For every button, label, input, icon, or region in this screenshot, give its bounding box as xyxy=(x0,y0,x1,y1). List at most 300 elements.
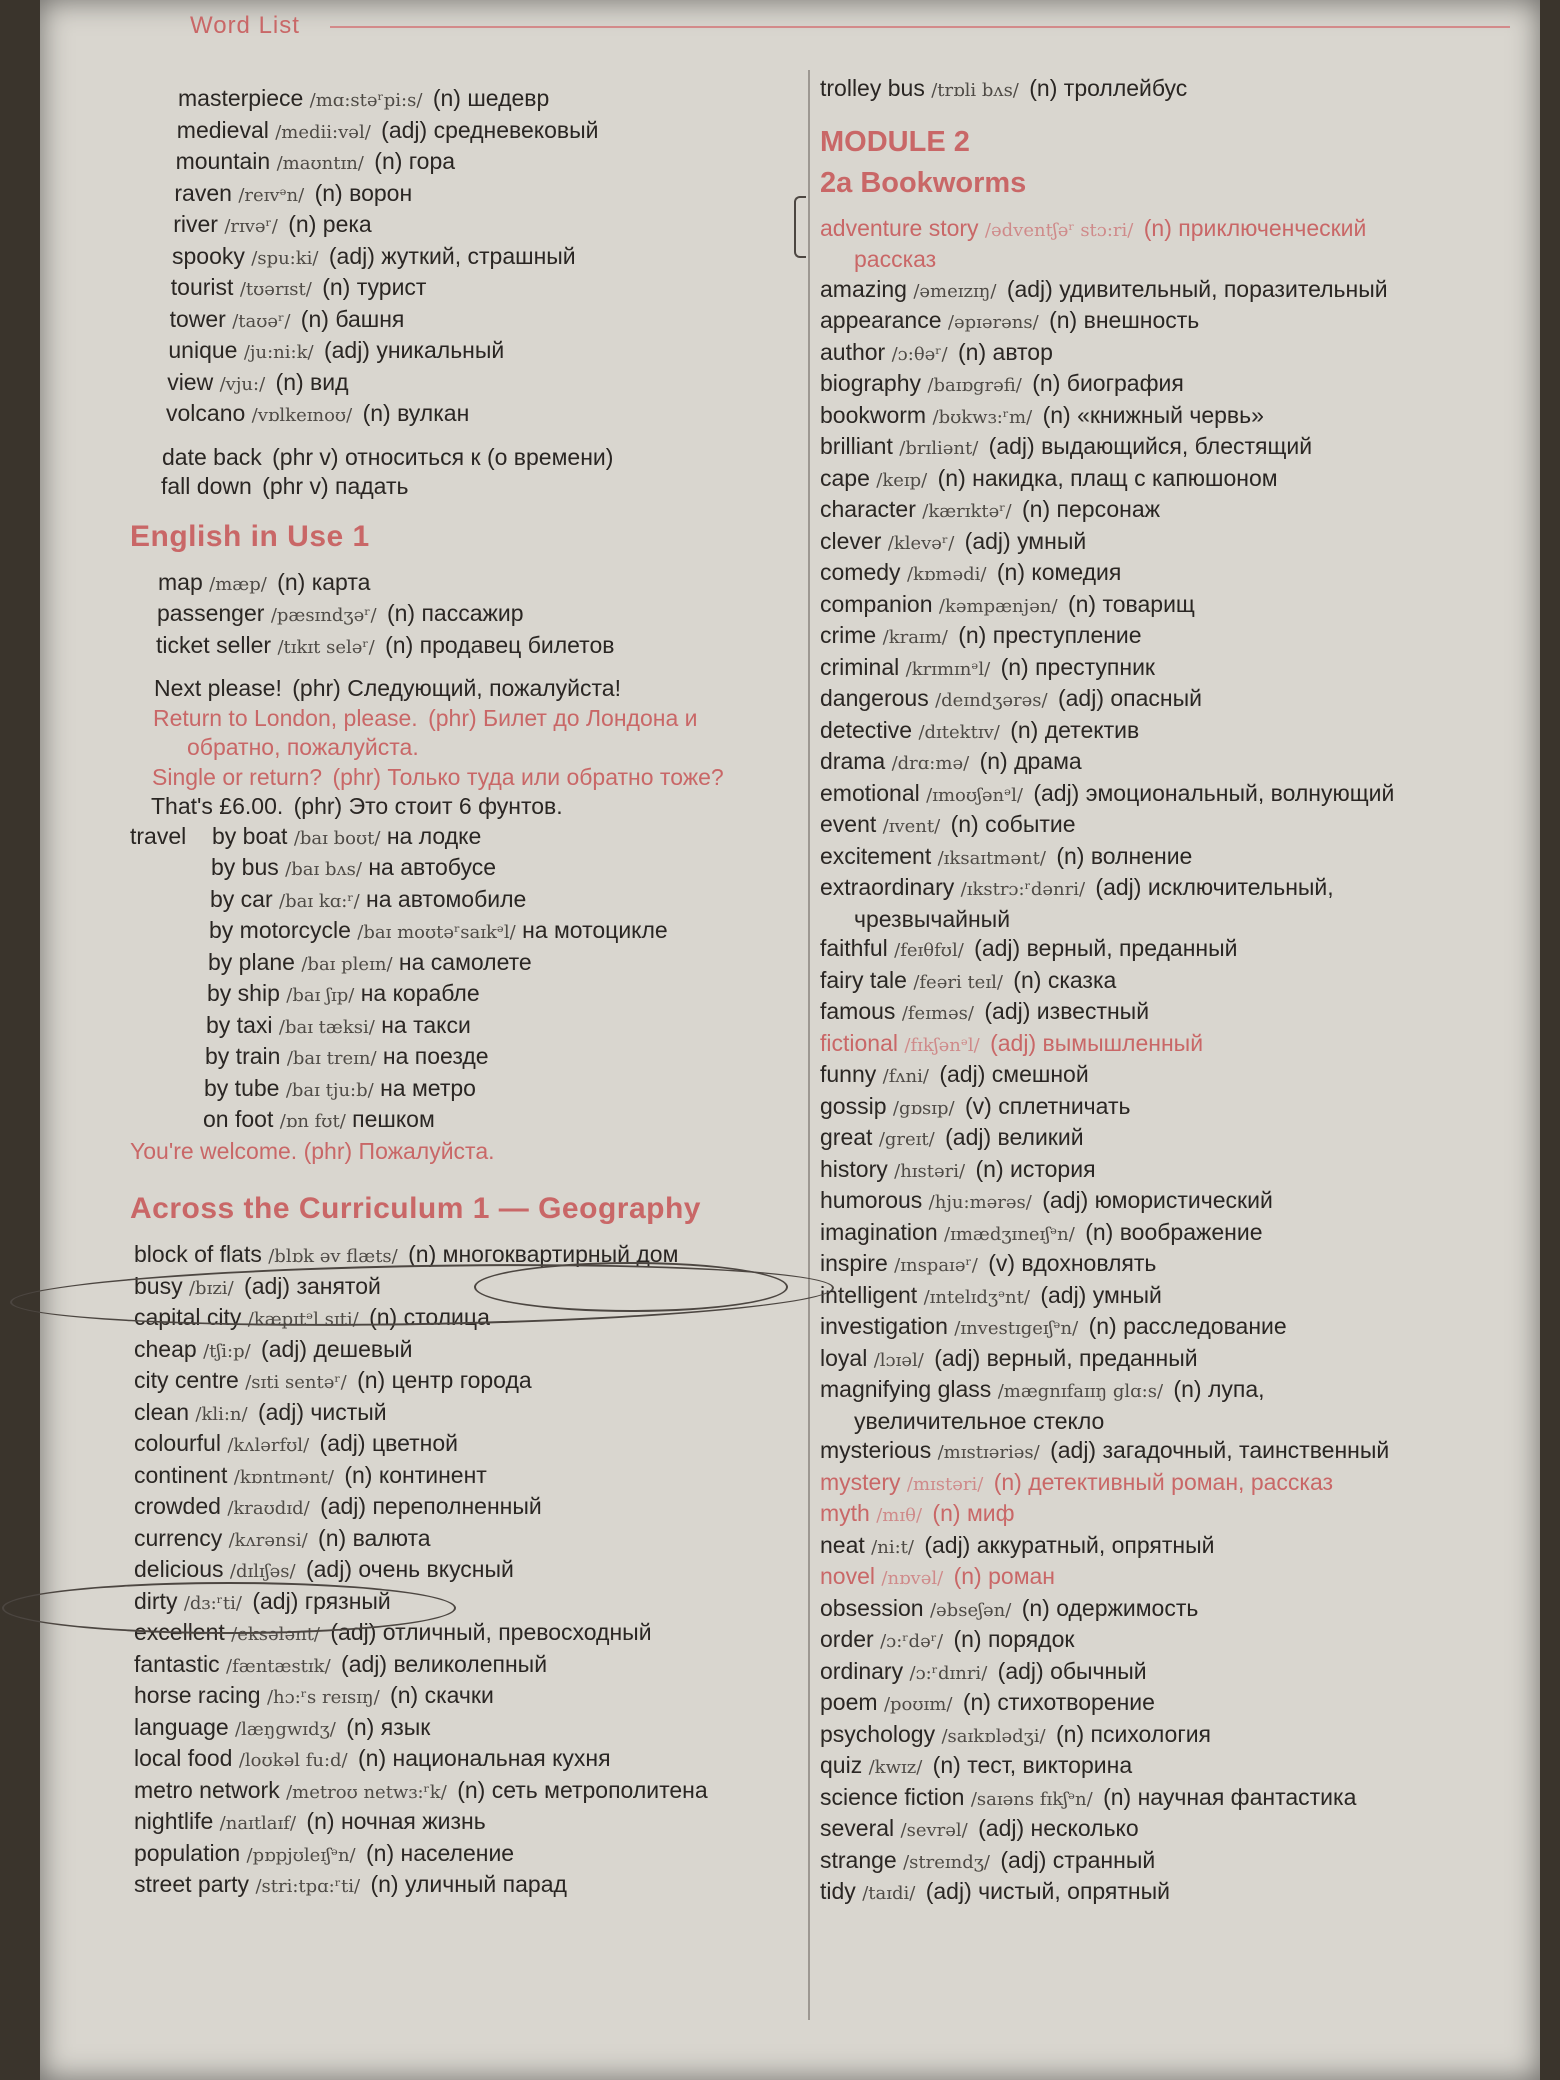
translation: опасный xyxy=(1110,685,1202,711)
part-of-speech: (n) xyxy=(408,1241,437,1267)
translation: товарищ xyxy=(1102,590,1195,617)
translation: аккуратный, опрятный xyxy=(976,1531,1215,1558)
translation: одержимость xyxy=(1056,1594,1199,1621)
translation: продавец билетов xyxy=(419,631,615,658)
part-of-speech: (n) xyxy=(1103,1783,1132,1810)
part-of-speech: (adj) xyxy=(1006,275,1053,302)
headword: appearance xyxy=(820,307,942,333)
pronunciation: /krɪmɪnᵊl/ xyxy=(905,658,991,680)
pronunciation: /baɪ tæksi/ xyxy=(278,1016,375,1038)
word-entry xyxy=(130,1429,800,1461)
headword: author xyxy=(820,338,886,365)
headword: excitement xyxy=(820,842,932,869)
part-of-speech: (phr) xyxy=(332,763,381,790)
translation: на автомобиле xyxy=(366,885,527,912)
headword: by car xyxy=(210,885,273,912)
headword: on foot xyxy=(203,1106,274,1132)
translation: турист xyxy=(356,274,427,300)
translation: великолепный xyxy=(393,1650,548,1677)
word-entry xyxy=(194,1074,668,1106)
headword: by boat xyxy=(212,822,288,849)
headword: faithful xyxy=(820,935,888,961)
headword: by tube xyxy=(204,1074,280,1101)
word-entry xyxy=(130,1776,800,1808)
translation: удивительный, поразительный xyxy=(1059,275,1388,302)
pronunciation: /medii:vəl/ xyxy=(275,121,371,143)
pronunciation: /baɪ tju:b/ xyxy=(285,1079,374,1101)
pronunciation: /spu:ki/ xyxy=(251,247,319,269)
pronunciation: /ɪnvestɪgeɪʃᵊn/ xyxy=(954,1318,1079,1339)
pronunciation: /taɪdi/ xyxy=(862,1883,916,1904)
translation: многоквартирный дом xyxy=(442,1241,679,1267)
translation: уникальный xyxy=(376,337,505,363)
translation: сплетничать xyxy=(998,1092,1131,1119)
translation: научная фантастика xyxy=(1137,1783,1357,1810)
translation: юмористический xyxy=(1094,1187,1273,1213)
pronunciation: /feɪθfʊl/ xyxy=(894,940,964,961)
part-of-speech: (adj) xyxy=(1000,1846,1047,1873)
pronunciation: /kɒntɪnənt/ xyxy=(233,1466,334,1488)
word-entry xyxy=(130,1524,800,1556)
headword: tidy xyxy=(820,1878,856,1904)
part-of-speech: (n) xyxy=(958,622,987,648)
pronunciation: /nɒvəl/ xyxy=(881,1568,944,1589)
word-entry xyxy=(130,179,800,211)
translation: тест, викторина xyxy=(967,1752,1133,1778)
headword: Single or return? xyxy=(152,763,323,790)
word-entry xyxy=(130,336,800,368)
part-of-speech: (n) xyxy=(386,600,416,626)
pronunciation: /tɪkɪt seləʳ/ xyxy=(277,636,375,658)
word-entry xyxy=(130,1398,800,1430)
word-entry xyxy=(820,558,1540,590)
pronunciation: /gɒsɪp/ xyxy=(892,1097,955,1119)
headword: funny xyxy=(820,1061,877,1087)
headword: busy xyxy=(134,1272,183,1299)
translation: пешком xyxy=(352,1106,435,1132)
headword: dirty xyxy=(134,1587,178,1614)
word-entry xyxy=(194,948,668,980)
part-of-speech: (v) xyxy=(988,1250,1016,1276)
word-entry xyxy=(820,1877,1540,1909)
translation: детектив xyxy=(1044,716,1140,743)
headword: language xyxy=(134,1713,229,1740)
pronunciation: /mæp/ xyxy=(209,573,267,595)
part-of-speech: (n) xyxy=(1042,401,1071,428)
part-of-speech: (adj) xyxy=(1042,1187,1089,1213)
textbook-page xyxy=(40,0,1540,2080)
translation: падать xyxy=(335,473,409,499)
word-entry xyxy=(820,621,1540,653)
word-entry xyxy=(130,1839,800,1871)
word-entry xyxy=(130,631,800,663)
translation-continued: чрезвычайный xyxy=(854,905,1011,932)
headword: science fiction xyxy=(820,1783,965,1810)
headword: amazing xyxy=(820,275,907,302)
travel-label: travel xyxy=(130,822,187,849)
word-entry xyxy=(820,1155,1540,1187)
pronunciation: /dɜ:ʳti/ xyxy=(183,1592,242,1614)
headword: Next please! xyxy=(154,675,282,701)
pronunciation: /pɒpjʊleɪʃᵊn/ xyxy=(246,1844,356,1866)
headword: detective xyxy=(820,716,913,743)
translation: чистый, опрятный xyxy=(978,1878,1170,1904)
part-of-speech: (adj) xyxy=(964,527,1011,554)
translation: занятой xyxy=(296,1272,381,1299)
pronunciation: /rɪvəʳ/ xyxy=(224,216,278,237)
translation: обычный xyxy=(1050,1657,1147,1684)
part-of-speech: (adj) xyxy=(990,1029,1037,1056)
headword: raven xyxy=(174,179,232,206)
part-of-speech: (adj) xyxy=(925,1878,972,1904)
part-of-speech: (n) xyxy=(993,1468,1022,1495)
word-entry xyxy=(130,1681,800,1713)
word-entry xyxy=(130,368,800,400)
headword: intelligent xyxy=(820,1281,918,1308)
translation: относиться к (о времени) xyxy=(344,443,614,470)
translation: эмоциональный, волнующий xyxy=(1085,779,1395,806)
word-group-phrasal-verbs xyxy=(130,443,800,502)
translation: воображение xyxy=(1119,1218,1263,1245)
word-entry xyxy=(130,210,800,242)
word-entry xyxy=(820,464,1540,496)
pronunciation: /baɪ boʊt/ xyxy=(293,827,381,849)
headword: extraordinary xyxy=(820,874,955,900)
pronunciation: /brɪliənt/ xyxy=(899,438,979,459)
part-of-speech: (adj) xyxy=(924,1531,971,1558)
pronunciation: /kli:n/ xyxy=(195,1403,248,1425)
section-title-geography: Across the Curriculum 1 — Geography xyxy=(130,1192,701,1225)
part-of-speech: (n) xyxy=(1173,1376,1202,1402)
pronunciation: /pæsɪndʒəʳ/ xyxy=(270,605,377,626)
part-of-speech: (n) xyxy=(346,1713,375,1740)
word-entry xyxy=(820,1375,1540,1436)
word-entry xyxy=(820,653,1540,685)
part-of-speech: (phr) xyxy=(428,704,477,731)
part-of-speech: (n) xyxy=(937,464,966,491)
word-entry xyxy=(130,1492,800,1524)
translation: несколько xyxy=(1030,1815,1139,1841)
translation: Это стоит 6 фунтов. xyxy=(348,793,563,819)
word-group-bookworms xyxy=(820,214,1540,1909)
pen-circle-currency xyxy=(2,1582,456,1634)
translation: Только туда или обратно тоже? xyxy=(387,763,724,790)
part-of-speech: (adj) xyxy=(257,1398,304,1425)
word-entry xyxy=(820,1657,1540,1689)
part-of-speech: (n) xyxy=(314,179,343,206)
word-entry xyxy=(130,399,800,431)
headword: strange xyxy=(820,1846,897,1873)
translation: преступление xyxy=(992,622,1142,648)
part-of-speech: (phr v) xyxy=(262,473,329,499)
pronunciation: /əbseʃən/ xyxy=(929,1599,1012,1621)
word-entry xyxy=(820,1688,1540,1720)
word-entry xyxy=(820,1594,1540,1626)
header-rule xyxy=(330,26,1510,28)
headword: Return to London, please. xyxy=(153,704,418,731)
headword: medieval xyxy=(176,116,269,143)
translation: континент xyxy=(378,1461,487,1488)
translation: приключенческий xyxy=(1178,214,1367,241)
headword: tourist xyxy=(170,274,234,300)
part-of-speech: (adj) xyxy=(323,337,370,363)
pronunciation: /ɔ:ʳdɪnri/ xyxy=(909,1662,988,1684)
headword: dangerous xyxy=(820,685,929,711)
word-entry xyxy=(820,810,1540,842)
pronunciation: /əpɪərəns/ xyxy=(947,312,1039,333)
translation: на такси xyxy=(381,1011,471,1038)
part-of-speech: (n) xyxy=(932,1752,961,1778)
pronunciation: /fɪkʃənᵊl/ xyxy=(904,1034,980,1056)
word-entry xyxy=(820,1249,1540,1281)
word-entry xyxy=(820,1814,1540,1846)
translation: преступник xyxy=(1035,653,1155,680)
pronunciation: /mægnɪfaɪɪŋ glɑ:s/ xyxy=(997,1381,1164,1402)
phrase-group xyxy=(130,674,800,822)
part-of-speech: (adj) xyxy=(945,1124,992,1150)
part-of-speech: (phr v) xyxy=(272,443,339,470)
part-of-speech: (n) xyxy=(369,1304,398,1330)
translation: река xyxy=(322,211,372,237)
part-of-speech: (n) xyxy=(1013,966,1042,993)
part-of-speech: (n) xyxy=(975,1155,1004,1182)
pronunciation: /hɔ:ʳs reɪsɪŋ/ xyxy=(266,1687,380,1708)
part-of-speech: (n) xyxy=(932,1500,961,1526)
unit-title: 2a Bookworms xyxy=(820,166,1027,199)
pronunciation: /kwɪz/ xyxy=(868,1757,923,1778)
translation: Билет до Лондона и xyxy=(483,704,698,731)
part-of-speech: (n) xyxy=(1143,214,1172,241)
pronunciation: /klevəʳ/ xyxy=(887,532,955,554)
headword: several xyxy=(820,1815,895,1841)
headword: mystery xyxy=(820,1468,901,1495)
pronunciation: /hɪstəri/ xyxy=(894,1160,966,1182)
pronunciation: /mɪθ/ xyxy=(876,1505,923,1526)
translation: внешность xyxy=(1083,307,1200,333)
word-entry xyxy=(130,674,800,704)
pronunciation: /streɪndʒ/ xyxy=(903,1851,990,1873)
word-entry xyxy=(130,147,800,179)
translation: вдохновлять xyxy=(1021,1250,1157,1276)
word-entry xyxy=(820,1060,1540,1092)
headword: by ship xyxy=(207,980,280,1006)
pronunciation: /greɪt/ xyxy=(878,1129,935,1150)
word-entry xyxy=(130,273,800,305)
translation: гора xyxy=(408,148,456,174)
pronunciation: /baɪ pleɪn/ xyxy=(301,953,393,975)
pronunciation: /drɑ:mə/ xyxy=(891,753,970,774)
translation: язык xyxy=(380,1713,431,1740)
word-entry xyxy=(194,822,668,854)
translation: население xyxy=(400,1839,515,1866)
pronunciation: /ɔ:ʳdəʳ/ xyxy=(880,1631,944,1652)
part-of-speech: (adj) xyxy=(1095,874,1142,900)
part-of-speech: (adj) xyxy=(319,1430,366,1456)
pronunciation: /lɔɪəl/ xyxy=(873,1349,924,1371)
word-entry xyxy=(130,1744,800,1776)
part-of-speech: (adj) xyxy=(381,116,428,143)
headword: view xyxy=(167,368,214,395)
translation: на мотоцикле xyxy=(522,917,668,943)
part-of-speech: (n) xyxy=(1049,307,1078,333)
headword: fantastic xyxy=(134,1650,220,1677)
pronunciation: /sɪti sentəʳ/ xyxy=(245,1372,347,1393)
headword: humorous xyxy=(820,1187,923,1213)
translation: на автобусе xyxy=(368,854,497,880)
word-entry xyxy=(130,1870,800,1902)
translation: вулкан xyxy=(397,400,470,426)
translation: расследование xyxy=(1123,1313,1287,1339)
pronunciation: /baɪ bʌs/ xyxy=(285,859,362,880)
headword: by plane xyxy=(208,948,295,975)
headword: emotional xyxy=(820,779,920,806)
headword: colourful xyxy=(134,1430,221,1456)
headword: cheap xyxy=(134,1335,197,1362)
translation: цветной xyxy=(371,1430,458,1456)
translation: шедевр xyxy=(467,85,550,111)
translation: на поезде xyxy=(382,1043,489,1069)
welcome-phrase: You're welcome. (phr) Пожалуйста. xyxy=(130,1137,495,1164)
pronunciation: /kæpɪtᵊl sɪti/ xyxy=(247,1309,359,1330)
word-entry xyxy=(130,1366,800,1398)
part-of-speech: (adj) xyxy=(939,1061,986,1087)
pronunciation: /feɪməs/ xyxy=(901,1003,974,1024)
pronunciation: /saɪəns fɪkʃᵊn/ xyxy=(970,1788,1093,1810)
headword: quiz xyxy=(820,1752,863,1778)
part-of-speech: (adj) xyxy=(330,1619,377,1645)
part-of-speech: (phr) xyxy=(293,793,343,819)
word-entry xyxy=(820,495,1540,527)
headword: fairy tale xyxy=(820,966,907,993)
translation: чистый xyxy=(310,1398,387,1425)
pronunciation: /mɪstɪəriəs/ xyxy=(937,1442,1040,1463)
word-entry xyxy=(820,1281,1540,1313)
word-entry xyxy=(820,275,1540,307)
headword: gossip xyxy=(820,1092,887,1119)
pronunciation: /ɪkstrɔ:ʳdənri/ xyxy=(960,879,1086,900)
pronunciation: /eksələnt/ xyxy=(231,1624,320,1645)
word-entry xyxy=(820,401,1540,433)
headword: horse racing xyxy=(134,1682,261,1708)
translation: история xyxy=(1010,1155,1096,1182)
translation: валюта xyxy=(352,1524,431,1551)
word-entry xyxy=(820,1123,1540,1155)
word-entry xyxy=(194,916,668,948)
part-of-speech: (adj) xyxy=(244,1272,291,1299)
word-entry xyxy=(820,1499,1540,1531)
headword: date back xyxy=(162,443,262,470)
headword: drama xyxy=(820,748,886,774)
translation: сказка xyxy=(1047,966,1117,993)
part-of-speech: (n) xyxy=(1029,75,1058,101)
translation: вымышленный xyxy=(1042,1029,1204,1056)
translation: событие xyxy=(985,811,1076,837)
pronunciation: /ni:t/ xyxy=(871,1536,914,1558)
pronunciation: /mɑ:stəʳpi:s/ xyxy=(309,90,423,111)
pronunciation: /tʃi:p/ xyxy=(203,1340,251,1362)
headword: spooky xyxy=(172,242,245,269)
pronunciation: /baɪ moʊtəʳsaɪkᵊl/ xyxy=(357,922,516,943)
headword: mysterious xyxy=(820,1437,932,1463)
part-of-speech: (n) xyxy=(457,1776,486,1803)
headword: capital city xyxy=(134,1304,242,1330)
part-of-speech: (n) xyxy=(288,211,317,237)
word-entry xyxy=(820,1625,1540,1657)
headword: metro network xyxy=(134,1776,280,1803)
word-entry xyxy=(820,306,1540,338)
word-entry xyxy=(130,568,800,600)
headword: poem xyxy=(820,1689,878,1715)
part-of-speech: (n) xyxy=(385,631,414,658)
word-group-transport xyxy=(130,568,800,663)
word-entry xyxy=(130,1335,800,1367)
pronunciation: /dɪtektɪv/ xyxy=(918,721,1000,743)
translation: «книжный червь» xyxy=(1077,401,1264,428)
translation: миф xyxy=(966,1500,1015,1526)
headword: mountain xyxy=(175,148,271,174)
translation: столица xyxy=(403,1304,490,1330)
translation: умный xyxy=(1017,527,1087,554)
pronunciation: /stri:tpɑ:ʳti/ xyxy=(255,1876,361,1897)
translation: на лодке xyxy=(386,822,482,849)
headword: loyal xyxy=(820,1344,868,1371)
pronunciation: /vju:/ xyxy=(219,373,266,395)
pronunciation: /hju:mərəs/ xyxy=(928,1192,1032,1213)
translation: роман xyxy=(988,1563,1055,1589)
word-entry xyxy=(820,74,1540,106)
translation: очень вкусный xyxy=(358,1556,514,1582)
pronunciation: /saɪkɒlədʒi/ xyxy=(941,1725,1046,1747)
translation: великий xyxy=(997,1124,1084,1150)
part-of-speech: (adj) xyxy=(320,1493,367,1519)
word-entry xyxy=(130,763,800,793)
word-group-geography xyxy=(130,1240,800,1902)
part-of-speech: (adj) xyxy=(1033,779,1080,806)
module-title: MODULE 2 xyxy=(820,125,970,158)
pronunciation: /mɪstəri/ xyxy=(906,1473,984,1495)
part-of-speech: (n) xyxy=(1010,716,1039,743)
headword: obsession xyxy=(820,1594,924,1621)
pronunciation: /reɪvᵊn/ xyxy=(238,184,305,206)
pronunciation: /keɪp/ xyxy=(876,469,928,491)
pronunciation: /kɒmədi/ xyxy=(906,564,987,585)
part-of-speech: (n) xyxy=(358,1745,387,1771)
right-column xyxy=(820,74,1540,1909)
part-of-speech: (n) xyxy=(362,400,391,426)
part-of-speech: (n) xyxy=(390,1682,419,1708)
part-of-speech: (n) xyxy=(962,1689,991,1715)
pronunciation: /baɪ ʃɪp/ xyxy=(286,985,355,1006)
translation: известный xyxy=(1036,998,1150,1024)
translation: верный, преданный xyxy=(986,1344,1198,1371)
word-entry xyxy=(820,1562,1540,1594)
word-entry xyxy=(194,1042,668,1074)
word-entry xyxy=(820,590,1540,622)
word-entry xyxy=(820,1436,1540,1468)
headword: adventure story xyxy=(820,214,979,241)
word-entry xyxy=(820,214,1540,275)
translation: на корабле xyxy=(360,980,480,1006)
translation-continued: рассказ xyxy=(854,246,937,272)
part-of-speech: (n) xyxy=(1000,653,1029,680)
headword: by train xyxy=(205,1043,281,1069)
pronunciation: /poʊɪm/ xyxy=(883,1694,953,1715)
translation-continued: обратно, пожалуйста. xyxy=(187,734,419,760)
word-entry xyxy=(130,242,800,274)
pronunciation: /deɪndʒərəs/ xyxy=(935,690,1048,711)
part-of-speech: (n) xyxy=(1021,1594,1050,1621)
translation: карта xyxy=(311,568,371,595)
